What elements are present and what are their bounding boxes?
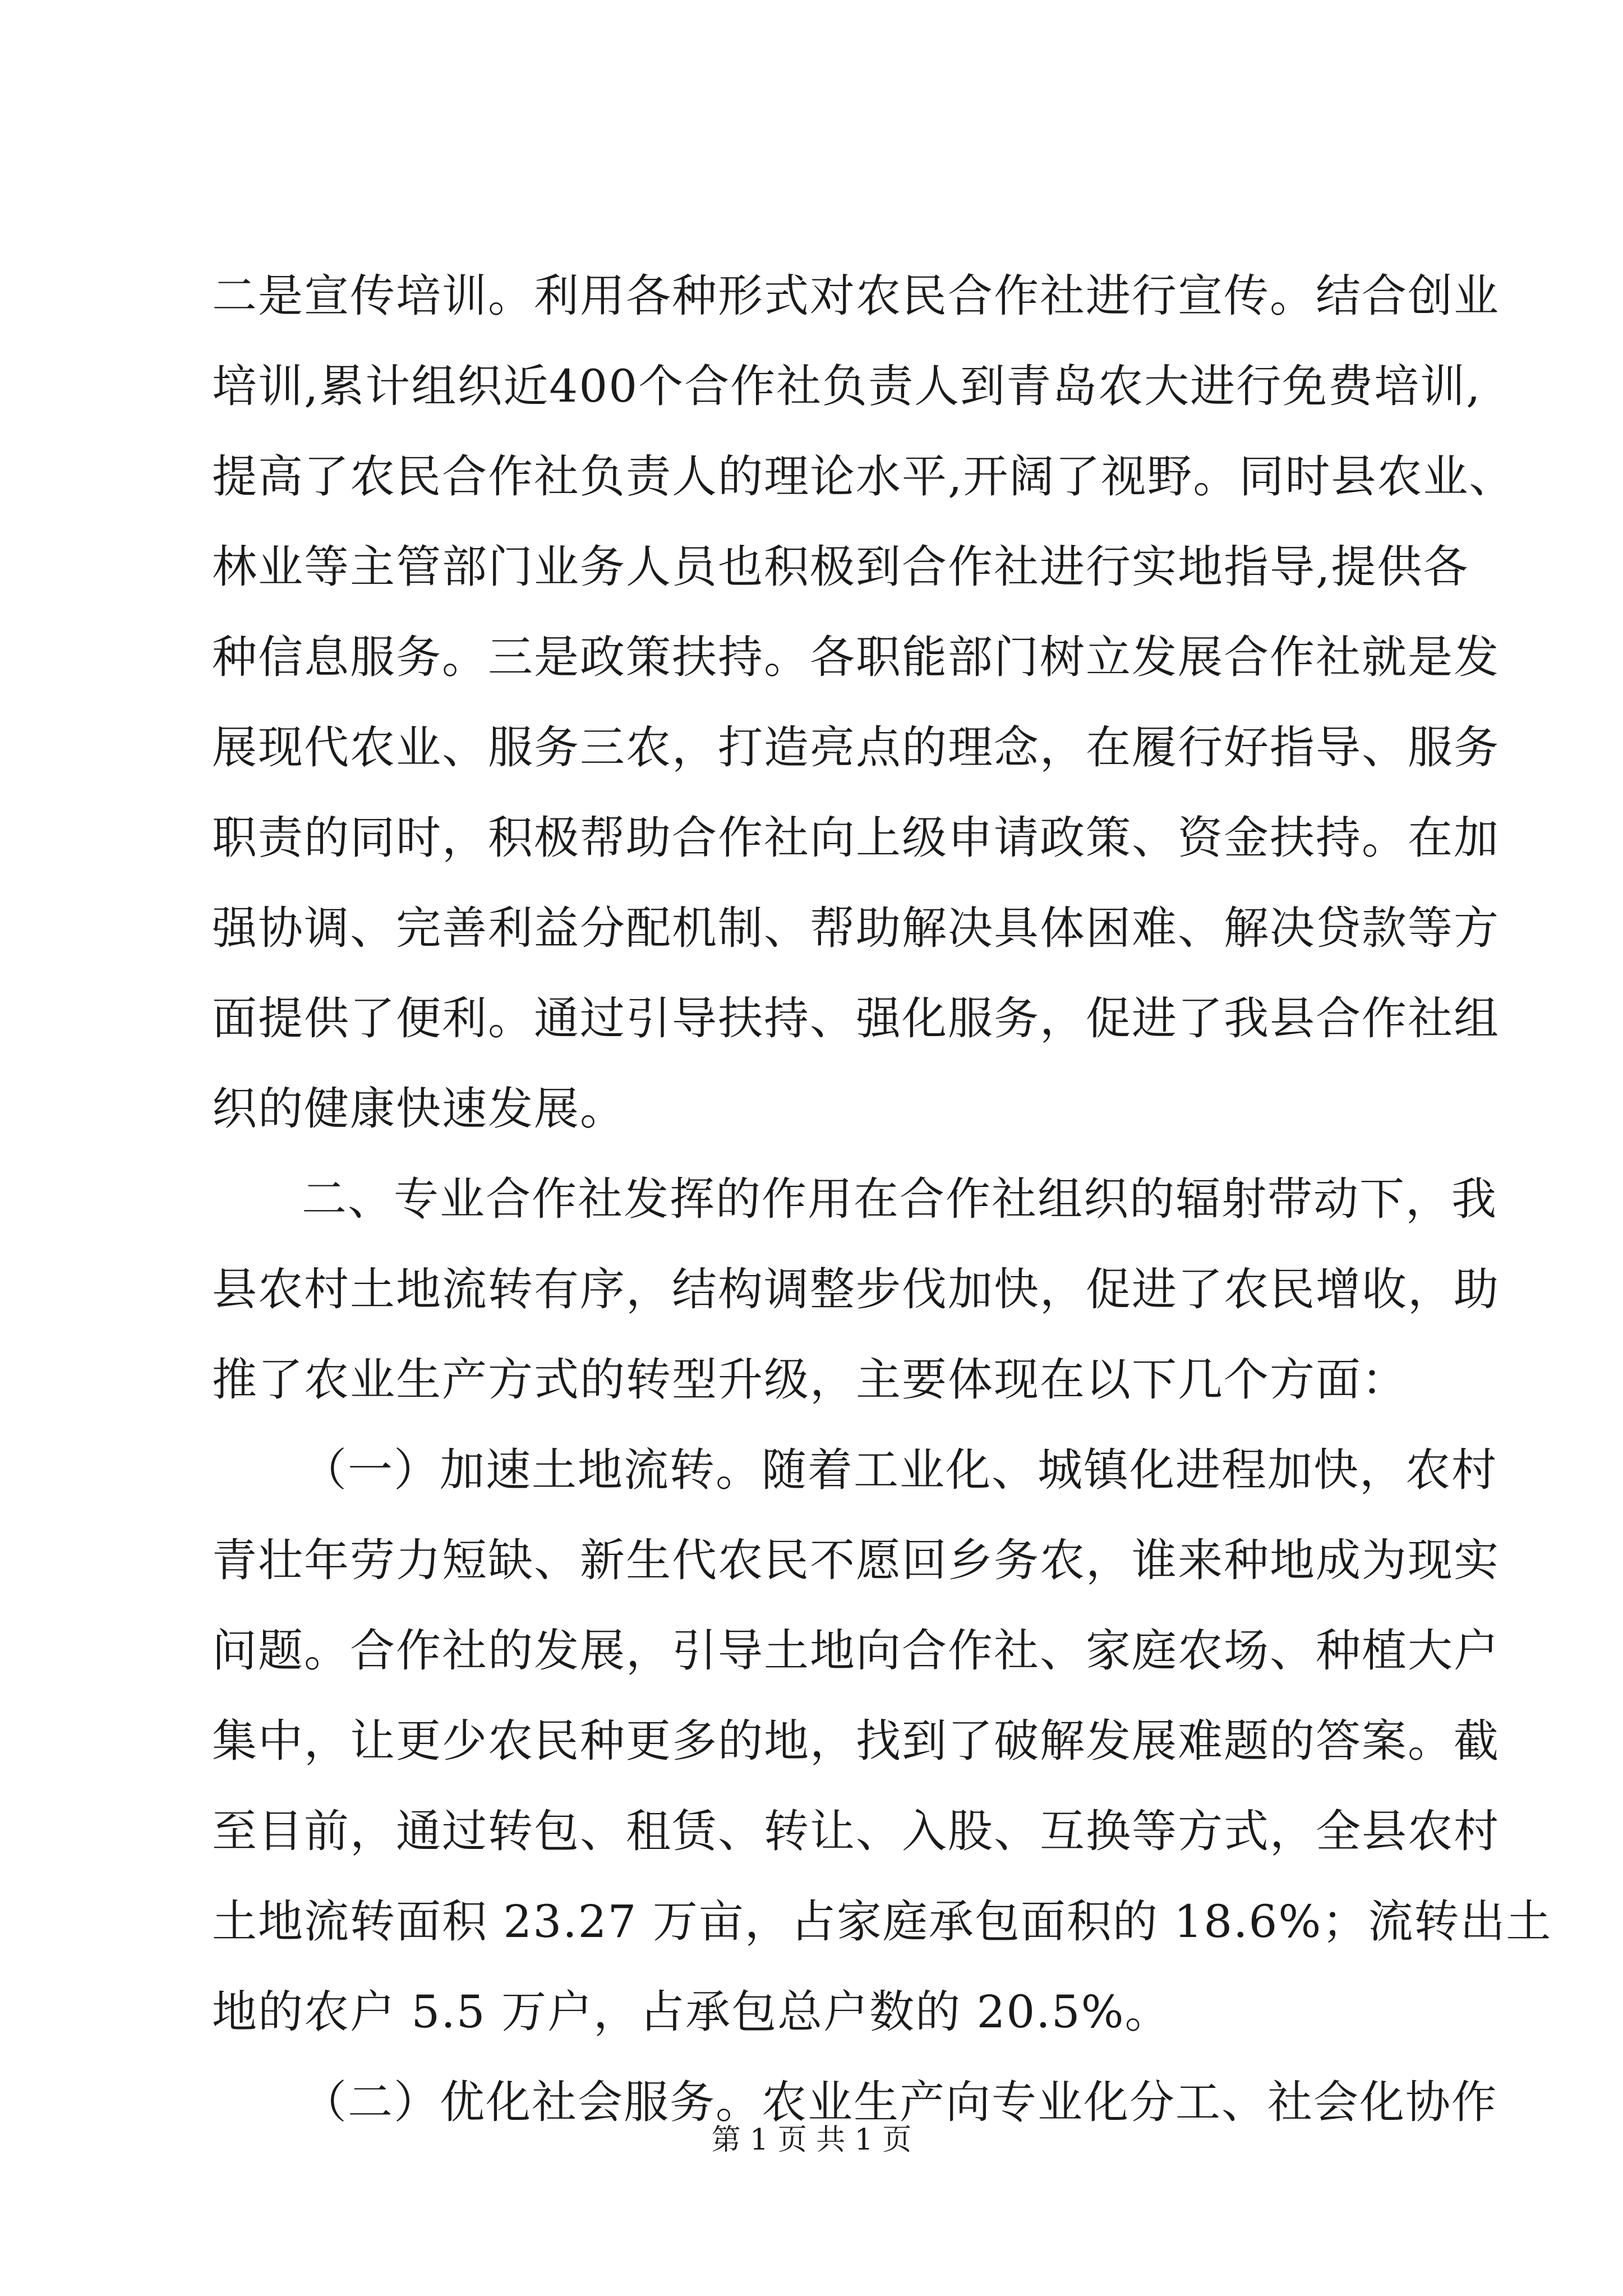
text-line: 培训,累计组织近400个合作社负责人到青岛农大进行免费培训, bbox=[212, 360, 1482, 412]
text-line: 问题。合作社的发展，引导土地向合作社、家庭农场、种植大户 bbox=[212, 1625, 1500, 1677]
text-line: 青壮年劳力短缺、新生代农民不愿回乡务农，谁来种地成为现实 bbox=[212, 1534, 1500, 1586]
text-line: 县农村土地流转有序，结构调整步伐加快，促进了农民增收，助 bbox=[212, 1263, 1500, 1315]
text-line: 推了农业生产方式的转型升级，主要体现在以下几个方面： bbox=[212, 1354, 1408, 1406]
text-line: 林业等主管部门业务人员也积极到合作社进行实地指导,提供各 bbox=[212, 541, 1469, 593]
text-line: 强协调、完善利益分配机制、帮助解决具体困难、解决贷款等方 bbox=[212, 902, 1500, 954]
text-line: 二是宣传培训。利用各种形式对农民合作社进行宣传。结合创业 bbox=[212, 270, 1500, 322]
text-line: 集中，让更少农民种更多的地，找到了破解发展难题的答案。截 bbox=[212, 1715, 1500, 1767]
text-line: 种信息服务。三是政策扶持。各职能部门树立发展合作社就是发 bbox=[212, 631, 1500, 683]
paragraph-start-line: （二）优化社会服务。农业生产向专业化分工、社会化协作 bbox=[302, 2076, 1497, 2128]
text-line: 职责的同时，积极帮助合作社向上级申请政策、资金扶持。在加 bbox=[212, 812, 1500, 864]
text-line: 土地流转面积 23.27 万亩，占家庭承包面积的 18.6%；流转出土 bbox=[212, 1895, 1552, 1948]
page-number-label: 第 1 页 共 1 页 bbox=[711, 2123, 912, 2157]
page-footer bbox=[0, 2120, 1623, 2160]
paragraph-start-line: （一）加速土地流转。随着工业化、城镇化进程加快，农村 bbox=[302, 1444, 1497, 1496]
text-line: 织的健康快速发展。 bbox=[212, 1083, 626, 1135]
text-line: 展现代农业、服务三农，打造亮点的理念，在履行好指导、服务 bbox=[212, 721, 1500, 774]
text-line: 至目前，通过转包、租赁、转让、入股、互换等方式，全县农村 bbox=[212, 1805, 1500, 1857]
paragraph-start-line: 二、专业合作社发挥的作用在合作社组织的辐射带动下，我 bbox=[302, 1173, 1497, 1225]
text-line: 提高了农民合作社负责人的理论水平,开阔了视野。同时县农业、 bbox=[212, 450, 1515, 503]
document-body bbox=[212, 268, 1552, 2165]
text-line: 面提供了便利。通过引导扶持、强化服务，促进了我县合作社组 bbox=[212, 992, 1500, 1045]
text-line: 地的农户 5.5 万户，占承包总户数的 20.5%。 bbox=[212, 1986, 1171, 2038]
